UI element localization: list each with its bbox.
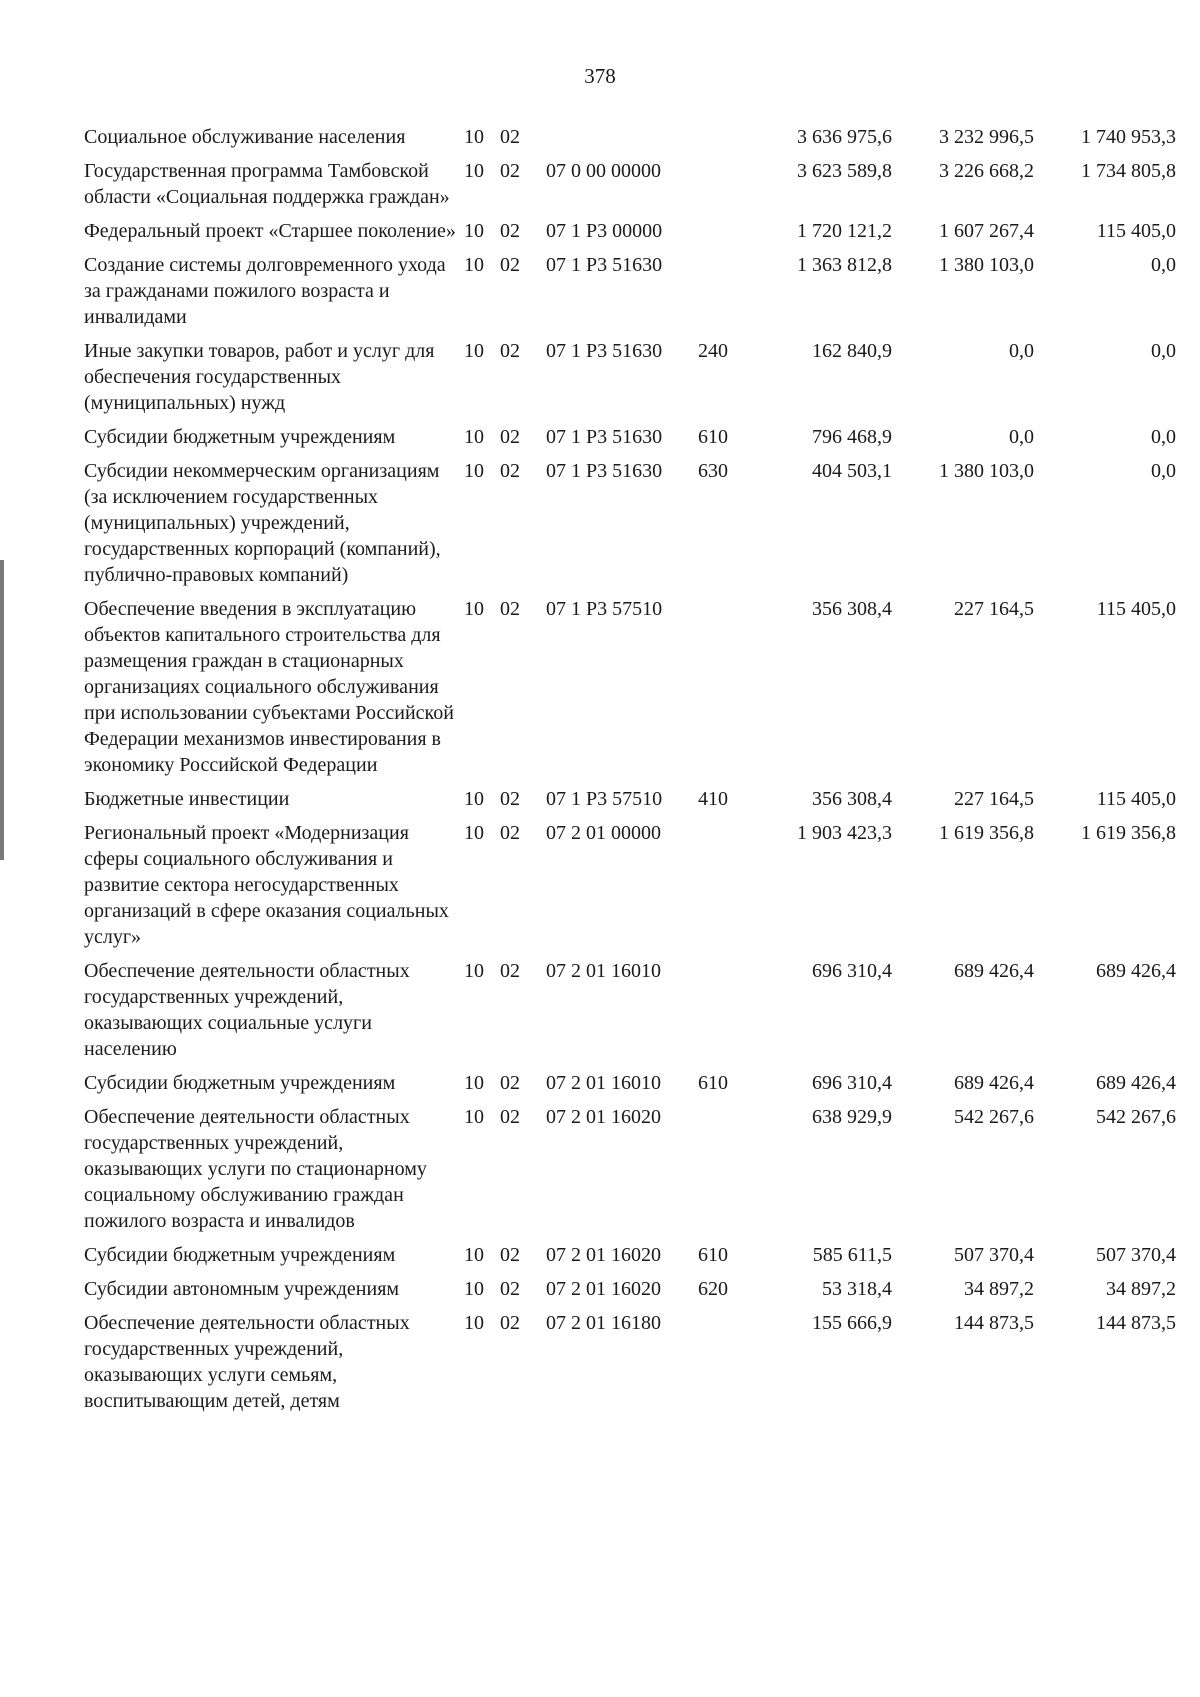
row-expense-type xyxy=(698,1310,750,1422)
row-amount-1: 356 308,4 xyxy=(812,788,892,810)
row-program-code: 07 1 P3 51630 xyxy=(546,340,663,362)
row-amount-3: 115 405,0 xyxy=(1096,598,1176,620)
row-section-code xyxy=(464,1070,546,1104)
row-name: Субсидии бюджетным учреждениям xyxy=(84,1072,396,1094)
row-program-code: 07 1 P3 57510 xyxy=(546,598,663,620)
row-program-code: 07 2 01 16010 xyxy=(546,1072,661,1094)
row-rz: 10 xyxy=(464,220,484,242)
row-section-code xyxy=(464,958,546,1070)
row-rz: 10 xyxy=(464,1106,484,1128)
table-row xyxy=(84,158,1176,218)
row-amount-3: 115 405,0 xyxy=(1096,220,1176,242)
row-name: Иные закупки товаров, работ и услуг для обеспечения государственных (муниципальных) нужд xyxy=(84,340,435,414)
row-amount-2: 227 164,5 xyxy=(954,788,1034,810)
row-expense-type: 410 xyxy=(698,788,728,810)
row-amount-2: 3 226 668,2 xyxy=(939,160,1034,182)
row-amount-2: 689 426,4 xyxy=(954,1072,1034,1094)
table-row xyxy=(84,1070,1176,1104)
row-name: Региональный проект «Модернизация сферы социального обслуживания и развитие сектора негосударственных организаций в сфере оказания социальных услуг» xyxy=(84,822,449,948)
row-section-code xyxy=(464,158,546,218)
row-rz: 10 xyxy=(464,822,484,844)
row-name: Субсидии автономным учреждениям xyxy=(84,1278,400,1300)
row-name: Обеспечение деятельности областных государственных учреждений, оказывающих услуги семьям, воспитывающим детей, детям xyxy=(84,1312,410,1412)
row-pr: 02 xyxy=(500,220,520,242)
row-pr: 02 xyxy=(500,1278,520,1300)
row-amount-2: 507 370,4 xyxy=(954,1244,1034,1266)
row-pr: 02 xyxy=(500,1106,520,1128)
row-name: Федеральный проект «Старшее поколение» xyxy=(84,220,456,242)
row-program-code: 07 2 01 16180 xyxy=(546,1312,661,1334)
row-amount-3: 144 873,5 xyxy=(1096,1312,1176,1334)
row-expense-type: 610 xyxy=(698,426,728,448)
row-rz: 10 xyxy=(464,160,484,182)
row-name: Обеспечение деятельности областных государственных учреждений, оказывающих социальные услуги населению xyxy=(84,960,410,1060)
row-amount-3: 1 734 805,8 xyxy=(1081,160,1176,182)
row-program-code: 07 2 01 16020 xyxy=(546,1278,661,1300)
row-amount-1: 796 468,9 xyxy=(812,426,892,448)
row-section-code xyxy=(464,124,546,158)
row-name: Социальное обслуживание населения xyxy=(84,126,406,148)
row-rz: 10 xyxy=(464,126,484,148)
row-pr: 02 xyxy=(500,340,520,362)
row-amount-1: 638 929,9 xyxy=(812,1106,892,1128)
row-amount-3: 1 619 356,8 xyxy=(1081,822,1176,844)
row-rz: 10 xyxy=(464,1312,484,1334)
row-program-code: 07 2 01 16010 xyxy=(546,960,661,982)
row-pr: 02 xyxy=(500,460,520,482)
row-expense-type: 610 xyxy=(698,1072,728,1094)
row-amount-1: 356 308,4 xyxy=(812,598,892,620)
table-row xyxy=(84,338,1176,424)
row-pr: 02 xyxy=(500,126,520,148)
table-row xyxy=(84,1242,1176,1276)
row-name: Государственная программа Тамбовской области «Социальная поддержка граждан» xyxy=(84,160,450,208)
scan-edge-mark xyxy=(0,560,4,860)
row-name: Обеспечение деятельности областных государственных учреждений, оказывающих услуги по стационарному социальному обслуживанию граждан пожилого возраста и инвалидов xyxy=(84,1106,427,1232)
row-program-code: 07 2 01 16020 xyxy=(546,1106,661,1128)
row-expense-type xyxy=(698,124,750,158)
row-amount-2: 689 426,4 xyxy=(954,960,1034,982)
row-expense-type xyxy=(698,958,750,1070)
row-amount-2: 542 267,6 xyxy=(954,1106,1034,1128)
row-section-code xyxy=(464,218,546,252)
row-amount-3: 0,0 xyxy=(1151,340,1176,362)
row-amount-2: 34 897,2 xyxy=(964,1278,1034,1300)
row-expense-type xyxy=(698,218,750,252)
row-pr: 02 xyxy=(500,160,520,182)
row-name: Субсидии некоммерческим организациям (за исключением государственных (муниципальных) учреждений, государственных корпораций (компаний), публично-правовых компаний) xyxy=(84,460,441,586)
row-expense-type: 630 xyxy=(698,460,728,482)
row-rz: 10 xyxy=(464,598,484,620)
row-amount-3: 0,0 xyxy=(1151,426,1176,448)
row-amount-1: 585 611,5 xyxy=(812,1244,892,1266)
row-amount-1: 696 310,4 xyxy=(812,960,892,982)
budget-table xyxy=(84,124,1176,1422)
row-amount-2: 0,0 xyxy=(1009,426,1034,448)
row-program-code: 07 1 P3 51630 xyxy=(546,426,663,448)
row-pr: 02 xyxy=(500,788,520,810)
table-row xyxy=(84,424,1176,458)
table-row xyxy=(84,958,1176,1070)
row-section-code xyxy=(464,458,546,596)
row-program-code xyxy=(546,124,698,158)
row-program-code: 07 1 P3 00000 xyxy=(546,220,663,242)
table-row xyxy=(84,218,1176,252)
row-name: Обеспечение введения в эксплуатацию объектов капитального строительства для размещения граждан в стационарных организациях социального обслуживания при использовании субъектами Российской Федерации механизмов инвестирования в экономику Российской Федерации xyxy=(84,598,454,776)
row-name: Бюджетные инвестиции xyxy=(84,788,290,810)
row-rz: 10 xyxy=(464,788,484,810)
table-row xyxy=(84,596,1176,786)
row-amount-1: 1 903 423,3 xyxy=(797,822,892,844)
row-name: Субсидии бюджетным учреждениям xyxy=(84,426,396,448)
row-amount-3: 115 405,0 xyxy=(1096,788,1176,810)
row-amount-3: 689 426,4 xyxy=(1096,960,1176,982)
row-section-code xyxy=(464,596,546,786)
row-amount-2: 144 873,5 xyxy=(954,1312,1034,1334)
row-amount-1: 3 636 975,6 xyxy=(797,126,892,148)
row-amount-1: 53 318,4 xyxy=(822,1278,892,1300)
row-rz: 10 xyxy=(464,340,484,362)
row-amount-2: 3 232 996,5 xyxy=(939,126,1034,148)
row-amount-1: 162 840,9 xyxy=(812,340,892,362)
row-amount-3: 507 370,4 xyxy=(1096,1244,1176,1266)
row-section-code xyxy=(464,1310,546,1422)
row-program-code: 07 2 01 00000 xyxy=(546,822,661,844)
row-expense-type: 240 xyxy=(698,340,728,362)
row-amount-3: 689 426,4 xyxy=(1096,1072,1176,1094)
row-name: Субсидии бюджетным учреждениям xyxy=(84,1244,396,1266)
table-row xyxy=(84,786,1176,820)
row-amount-3: 542 267,6 xyxy=(1096,1106,1176,1128)
row-expense-type: 610 xyxy=(698,1244,728,1266)
row-section-code xyxy=(464,786,546,820)
row-amount-2: 1 380 103,0 xyxy=(939,460,1034,482)
row-expense-type: 620 xyxy=(698,1278,728,1300)
row-pr: 02 xyxy=(500,1072,520,1094)
row-rz: 10 xyxy=(464,1072,484,1094)
row-expense-type xyxy=(698,1104,750,1242)
row-amount-2: 1 619 356,8 xyxy=(939,822,1034,844)
row-rz: 10 xyxy=(464,426,484,448)
row-section-code xyxy=(464,424,546,458)
row-amount-2: 227 164,5 xyxy=(954,598,1034,620)
row-expense-type xyxy=(698,596,750,786)
row-amount-2: 0,0 xyxy=(1009,340,1034,362)
row-amount-1: 1 720 121,2 xyxy=(797,220,892,242)
row-pr: 02 xyxy=(500,254,520,276)
row-amount-3: 1 740 953,3 xyxy=(1081,126,1176,148)
table-row xyxy=(84,1104,1176,1242)
row-amount-3: 0,0 xyxy=(1151,460,1176,482)
row-pr: 02 xyxy=(500,960,520,982)
row-amount-3: 34 897,2 xyxy=(1106,1278,1176,1300)
row-rz: 10 xyxy=(464,960,484,982)
row-rz: 10 xyxy=(464,254,484,276)
row-rz: 10 xyxy=(464,1244,484,1266)
row-amount-1: 404 503,1 xyxy=(812,460,892,482)
row-name: Создание системы долговременного ухода за гражданами пожилого возраста и инвалидами xyxy=(84,254,446,328)
table-row xyxy=(84,458,1176,596)
row-program-code: 07 0 00 00000 xyxy=(546,160,661,182)
row-section-code xyxy=(464,252,546,338)
row-pr: 02 xyxy=(500,822,520,844)
row-pr: 02 xyxy=(500,426,520,448)
row-amount-2: 1 380 103,0 xyxy=(939,254,1034,276)
row-amount-1: 155 666,9 xyxy=(812,1312,892,1334)
row-rz: 10 xyxy=(464,460,484,482)
row-pr: 02 xyxy=(500,598,520,620)
page-number: 378 xyxy=(584,64,616,88)
budget-table-body xyxy=(84,124,1176,1422)
row-program-code: 07 1 P3 51630 xyxy=(546,254,663,276)
row-expense-type xyxy=(698,820,750,958)
row-section-code xyxy=(464,1242,546,1276)
row-amount-1: 3 623 589,8 xyxy=(797,160,892,182)
row-section-code xyxy=(464,1276,546,1310)
table-row xyxy=(84,252,1176,338)
row-program-code: 07 2 01 16020 xyxy=(546,1244,661,1266)
row-expense-type xyxy=(698,252,750,338)
row-amount-2: 1 607 267,4 xyxy=(939,220,1034,242)
row-program-code: 07 1 P3 51630 xyxy=(546,460,663,482)
row-amount-1: 696 310,4 xyxy=(812,1072,892,1094)
row-amount-3: 0,0 xyxy=(1151,254,1176,276)
table-row xyxy=(84,1310,1176,1422)
table-row xyxy=(84,124,1176,158)
row-pr: 02 xyxy=(500,1312,520,1334)
row-program-code: 07 1 P3 57510 xyxy=(546,788,663,810)
row-section-code xyxy=(464,820,546,958)
row-rz: 10 xyxy=(464,1278,484,1300)
table-row xyxy=(84,820,1176,958)
table-row xyxy=(84,1276,1176,1310)
row-section-code xyxy=(464,1104,546,1242)
row-expense-type xyxy=(698,158,750,218)
row-pr: 02 xyxy=(500,1244,520,1266)
row-section-code xyxy=(464,338,546,424)
row-amount-1: 1 363 812,8 xyxy=(797,254,892,276)
